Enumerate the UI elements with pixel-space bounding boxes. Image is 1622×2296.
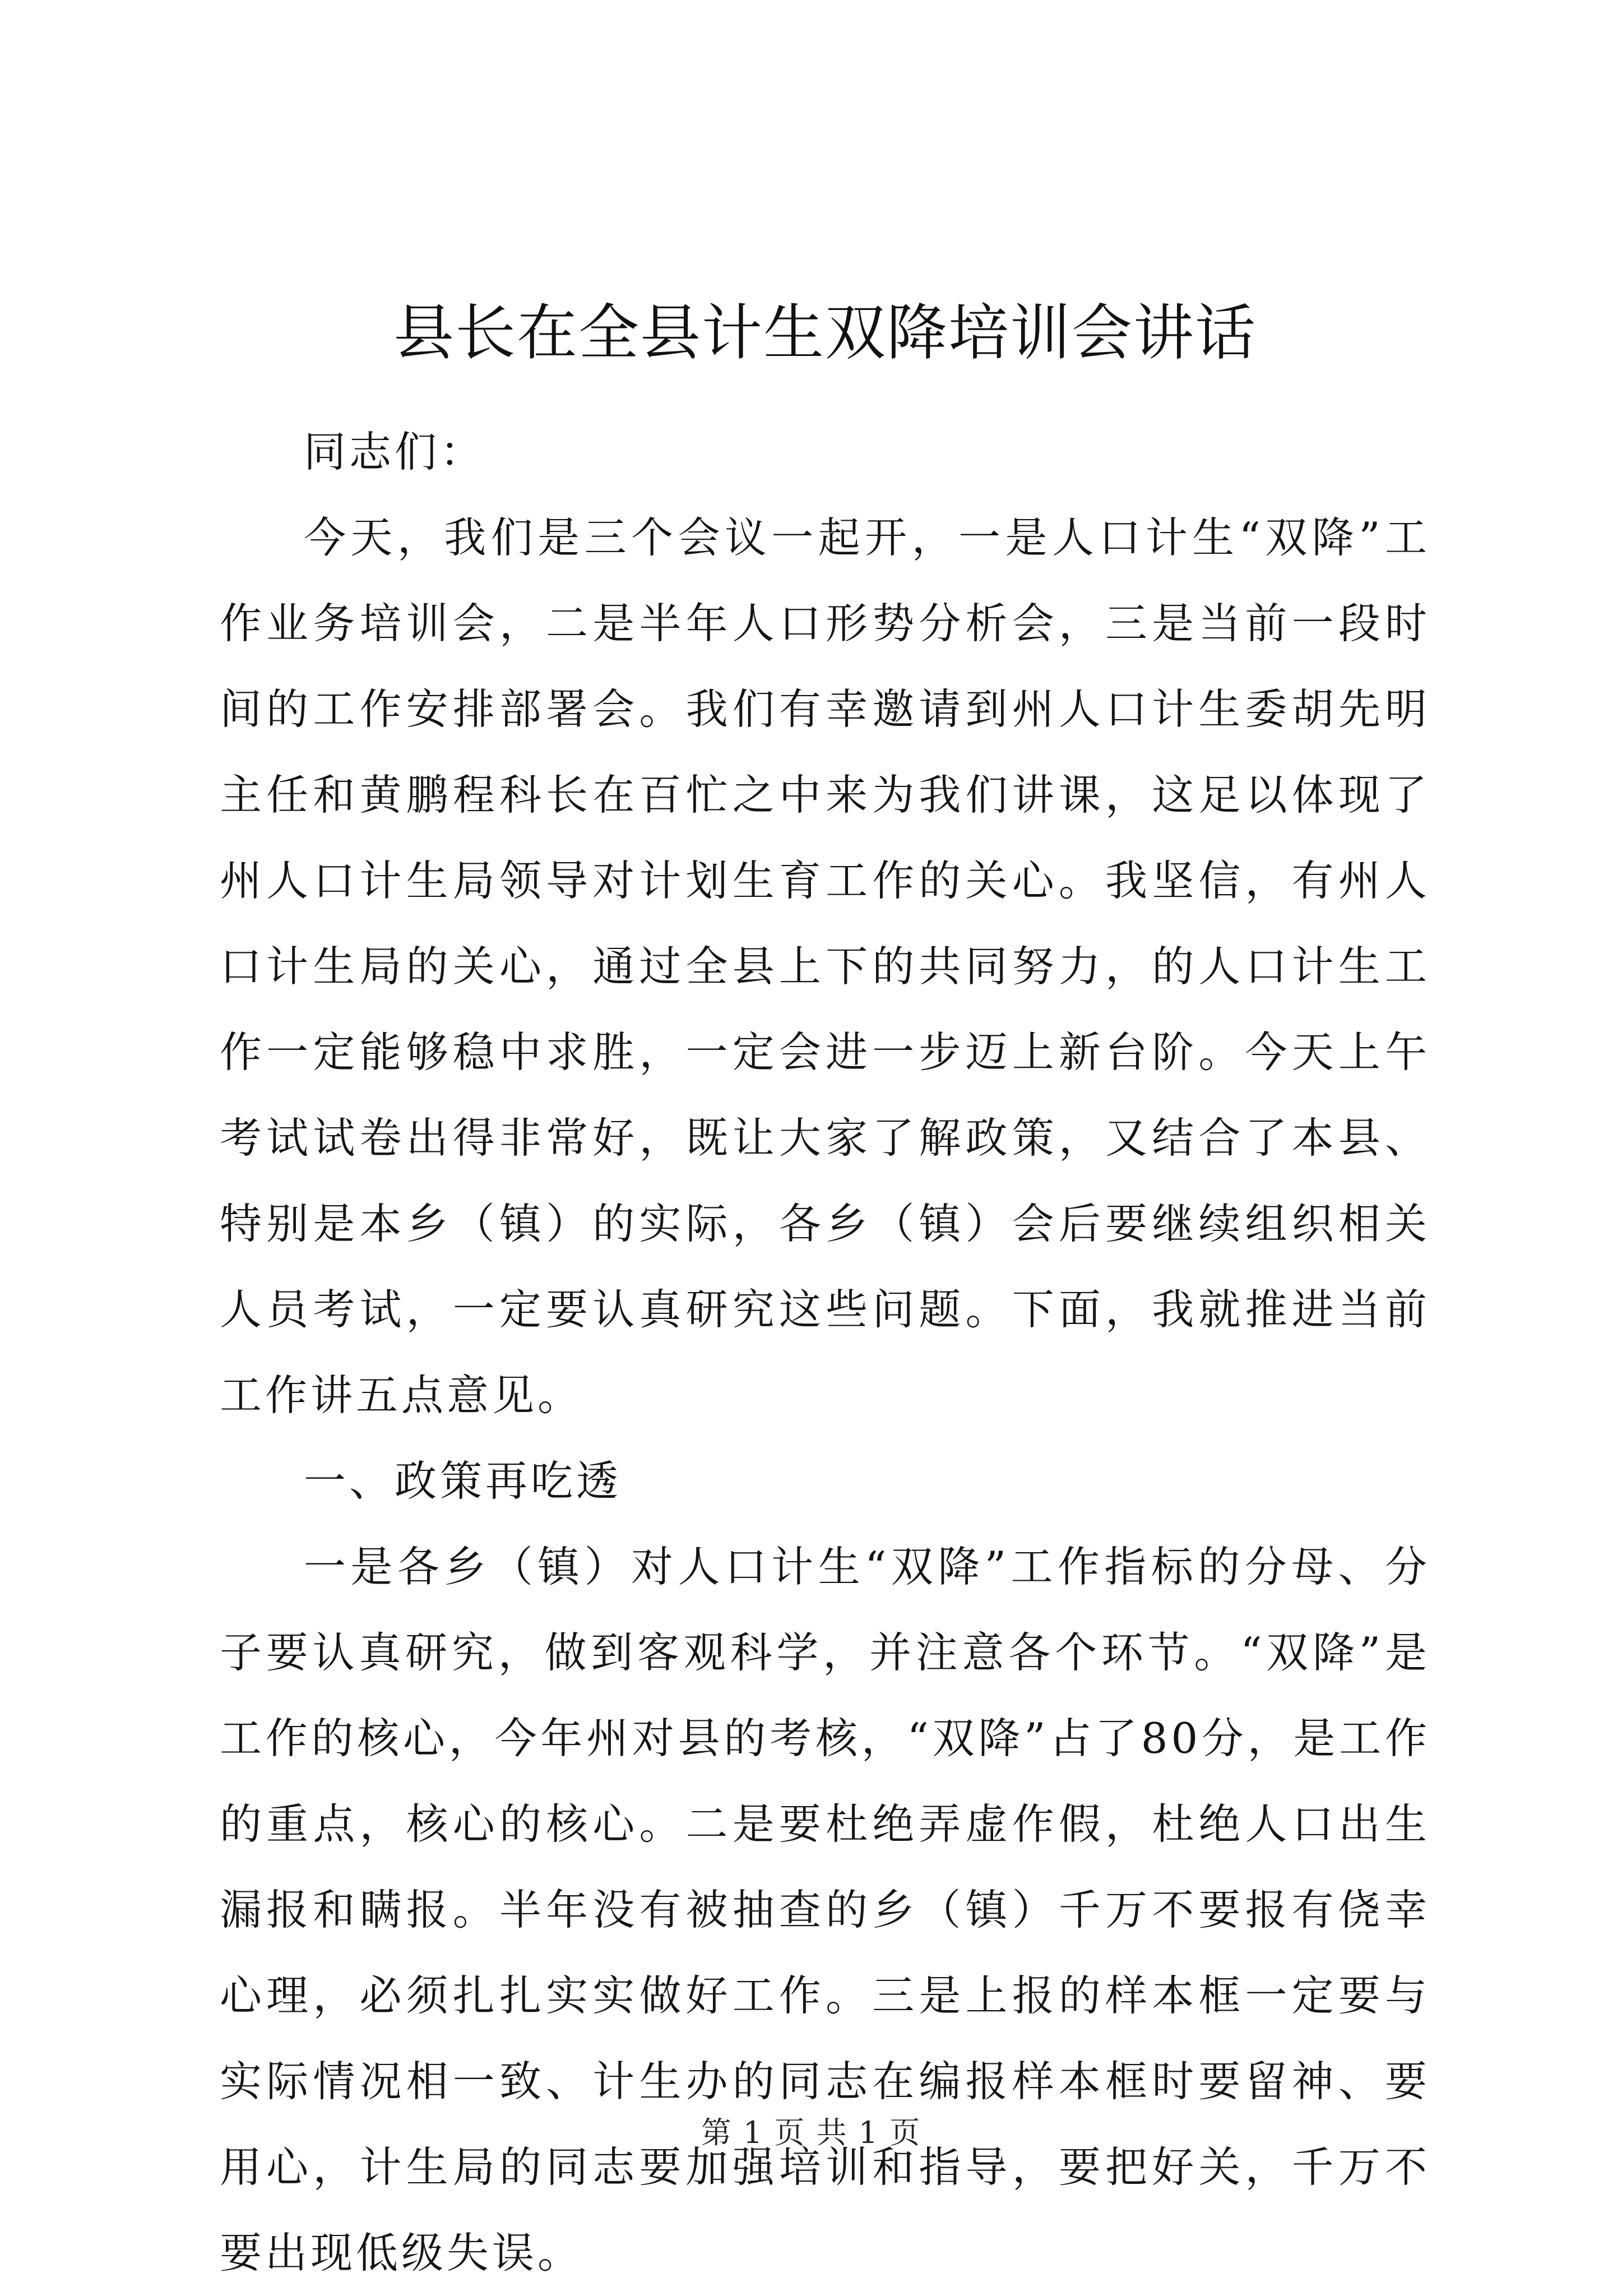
- salutation: 同志们：: [304, 427, 486, 476]
- document-body: [220, 291, 1430, 2296]
- document-title: 县长在全县计生双降培训会讲话: [393, 298, 1257, 368]
- paragraph-section-1: 一是各乡（镇）对人口计生“双降”工作指标的分母、分子要认真研究，做到客观科学，并注意各个环节。“双降”是工作的核心，今年州对县的考核，“双降”占了80分，是工作的重点，核心的核心。二是要杜绝弄虚作假，杜绝人口出生漏报和瞒报。半年没有被抽查的乡（镇）千万不要报有侥幸心理，必须扎扎实实做好工作。三是上报的样本框一定要与实际情况相一致、计生办的同志在编报样本框时要留神、要用心，计生局的同志要加强培训和指导，要把好关，千万不要出现低级失误。: [220, 1542, 1430, 2278]
- paragraph-intro: 今天，我们是三个会议一起开，一是人口计生“双降”工作业务培训会，二是半年人口形势分析会，三是当前一段时间的工作安排部署会。我们有幸邀请到州人口计生委胡先明主任和黄鹏程科长在百忙之中来为我们讲课，这足以体现了州人口计生局领导对计划生育工作的关心。我坚信，有州人口计生局的关心，通过全县上下的共同努力，的人口计生工作一定能够稳中求胜，一定会进一步迈上新台阶。今天上午考试试卷出得非常好，既让大家了解政策，又结合了本县、特别是本乡（镇）的实际，各乡（镇）会后要继续组织相关人员考试，一定要认真研究这些问题。下面，我就推进当前工作讲五点意见。: [220, 513, 1430, 1420]
- page-footer: 第 1 页 共 1 页: [701, 2115, 921, 2150]
- section-heading-1: 一、政策再吃透: [304, 1456, 622, 1506]
